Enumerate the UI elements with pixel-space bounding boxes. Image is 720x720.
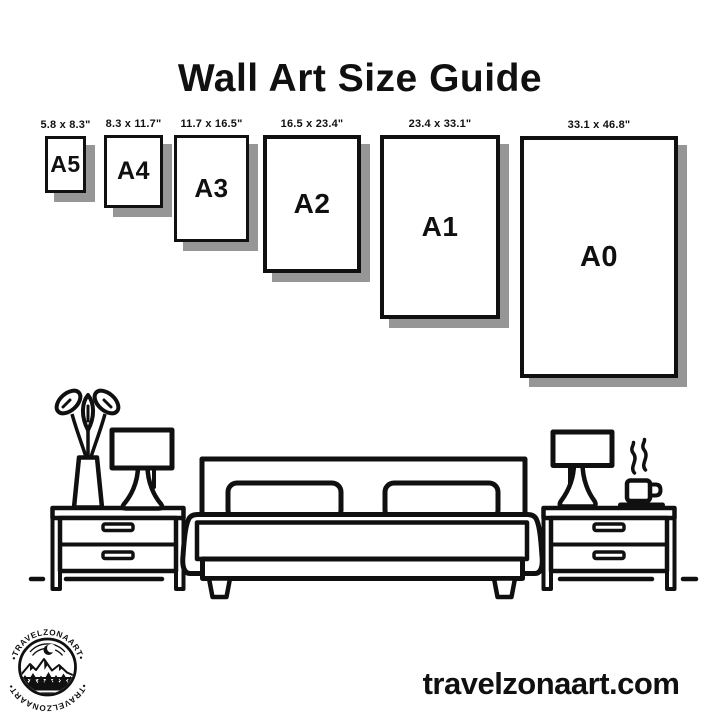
bed-leg-right	[494, 579, 515, 598]
paper-a0	[520, 136, 678, 378]
size-card-a0	[520, 119, 678, 378]
paper-a3	[174, 135, 249, 242]
size-dimensions-a5: 5.8 x 8.3"	[40, 119, 91, 131]
size-code-a0: A0	[579, 240, 619, 273]
size-card-a5	[40, 119, 91, 193]
paper-a1	[380, 135, 500, 319]
size-dimensions-a0: 33.1 x 46.8"	[567, 119, 631, 131]
size-card-a3	[174, 118, 249, 242]
badge-arc-text-top: •TRAVELZONAART•	[9, 627, 86, 661]
bed-base	[203, 559, 523, 579]
paper-a5	[45, 136, 86, 193]
coffee-cup-icon	[621, 440, 663, 506]
mountain-badge-logo	[3, 620, 93, 712]
paper-a4	[104, 135, 163, 208]
table-lamp-right-icon	[553, 432, 612, 507]
badge-arc-text-bottom: •TRAVELZONAART•	[6, 682, 89, 712]
size-code-a1: A1	[421, 211, 459, 242]
steam-icon	[632, 440, 646, 474]
bed-leg-left	[209, 579, 230, 598]
size-card-a2	[263, 118, 361, 273]
double-bed-icon	[183, 459, 542, 597]
mattress	[197, 523, 527, 560]
website-url: travelzonaart.com	[422, 666, 680, 701]
size-dimensions-a4: 8.3 x 11.7"	[105, 118, 162, 130]
size-dimensions-a2: 16.5 x 23.4"	[280, 118, 344, 130]
size-code-a2: A2	[293, 188, 331, 219]
size-code-a4: A4	[117, 157, 150, 185]
bedroom-illustration	[0, 380, 720, 605]
size-dimensions-a3: 11.7 x 16.5"	[180, 118, 243, 130]
size-card-a1	[380, 118, 500, 319]
page-title: Wall Art Size Guide	[177, 57, 543, 101]
size-code-a5: A5	[50, 151, 81, 177]
paper-a2	[263, 135, 361, 273]
table-lamp-left-icon	[112, 430, 172, 509]
size-card-a4	[104, 118, 163, 208]
size-dimensions-a1: 23.4 x 33.1"	[408, 118, 472, 130]
size-code-a3: A3	[194, 173, 229, 203]
